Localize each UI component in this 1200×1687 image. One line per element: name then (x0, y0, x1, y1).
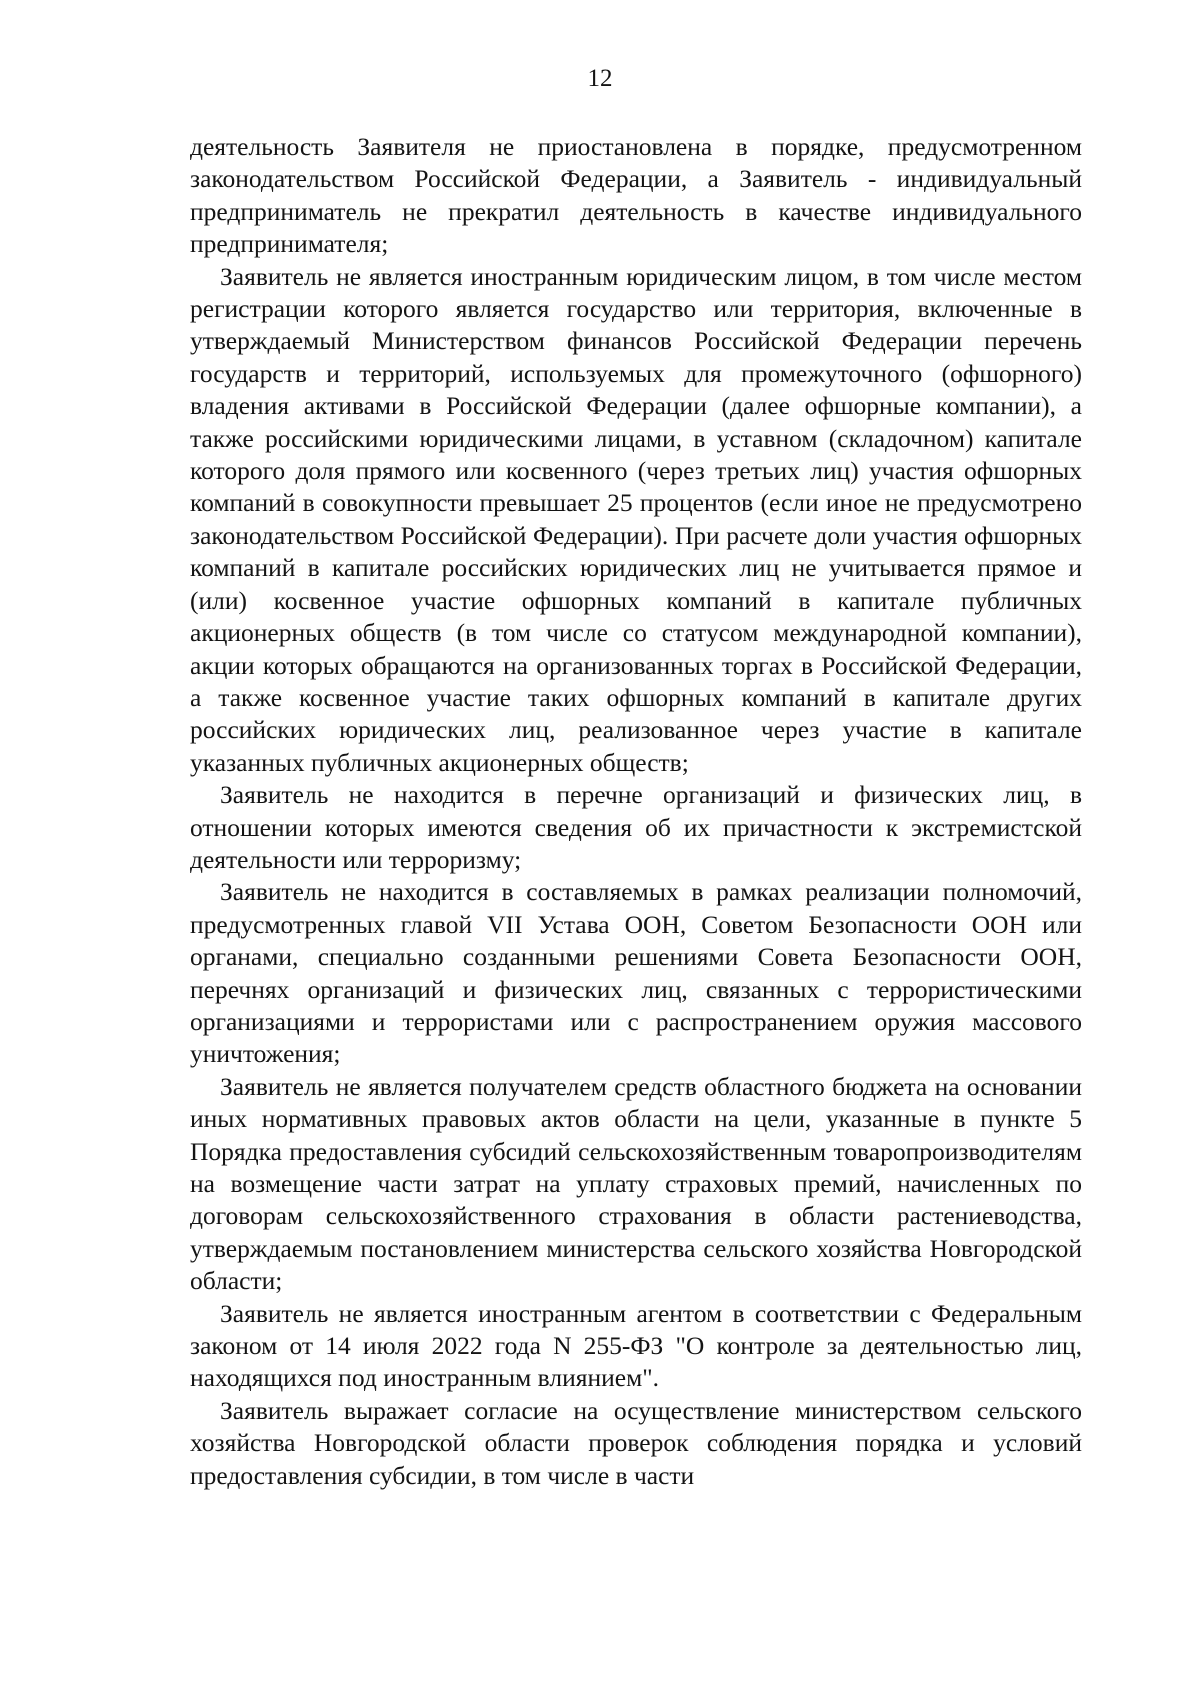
paragraph-offshore-companies: Заявитель не является иностранным юридическим лицом, в том числе местом регистрации которого является государство или территория, включенные в утверждаемый Министерством финансов Российской Федерации перечень государств и территорий, используемых для промежуточного (офшорного) владения активами в Российской Федерации (далее офшорные компании), а также российскими юридическими лицами, в уставном (складочном) капитале которого доля прямого или косвенного (через третьих лиц) участия офшорных компаний в совокупности превышает 25 процентов (если иное не предусмотрено законодательством Российской Федерации). При расчете доли участия офшорных компаний в капитале российских юридических лиц не учитывается прямое и (или) косвенное участие офшорных компаний в капитале публичных акционерных обществ (в том числе со статусом международной компании), акции которых обращаются на организованных торгах в Российской Федерации, а также косвенное участие таких офшорных компаний в капитале других российских юридических лиц, реализованное через участие в капитале указанных публичных акционерных обществ; (190, 261, 1082, 777)
document-body (190, 131, 1082, 1492)
paragraph-foreign-agent: Заявитель не является иностранным агентом в соответствии с Федеральным законом от 14 июля 2022 года N 255-ФЗ "О контроле за деятельностью лиц, находящихся под иностранным влиянием". (190, 1298, 1082, 1393)
page-number: 12 (587, 65, 613, 92)
paragraph-extremism-list: Заявитель не находится в перечне организаций и физических лиц, в отношении которых имеются сведения об их причастности к экстремистской деятельности или терроризму; (190, 780, 1082, 874)
paragraph-applicant-activity: деятельность Заявителя не приостановлена в порядке, предусмотренном законодательством Российской Федерации, а Заявитель - индивидуальный предприниматель не прекратил деятельность в качестве индивидуального предпринимателя; (190, 132, 1082, 259)
paragraph-regional-budget: Заявитель не является получателем средств областного бюджета на основании иных нормативных правовых актов области на цели, указанные в пункте 5 Порядка предоставления субсидий сельскохозяйственным товаропроизводителям на возмещение части затрат на уплату страховых премий, начисленных по договорам сельскохозяйственного страхования в области растениеводства, утверждаемым постановлением министерства сельского хозяйства Новгородской области; (190, 1071, 1082, 1296)
paragraph-un-security-council-lists: Заявитель не находится в составляемых в рамках реализации полномочий, предусмотренных главой VII Устава ООН, Советом Безопасности ООН или органами, специально созданными решениями Совета Безопасности ООН, перечнях организаций и физических лиц, связанных с террористическими организациями и террористами или с распространением оружия массового уничтожения; (190, 877, 1082, 1069)
paragraph-consent-to-inspections: Заявитель выражает согласие на осуществление министерством сельского хозяйства Новгородской области проверок соблюдения порядка и условий предоставления субсидии, в том числе в части (190, 1395, 1082, 1490)
